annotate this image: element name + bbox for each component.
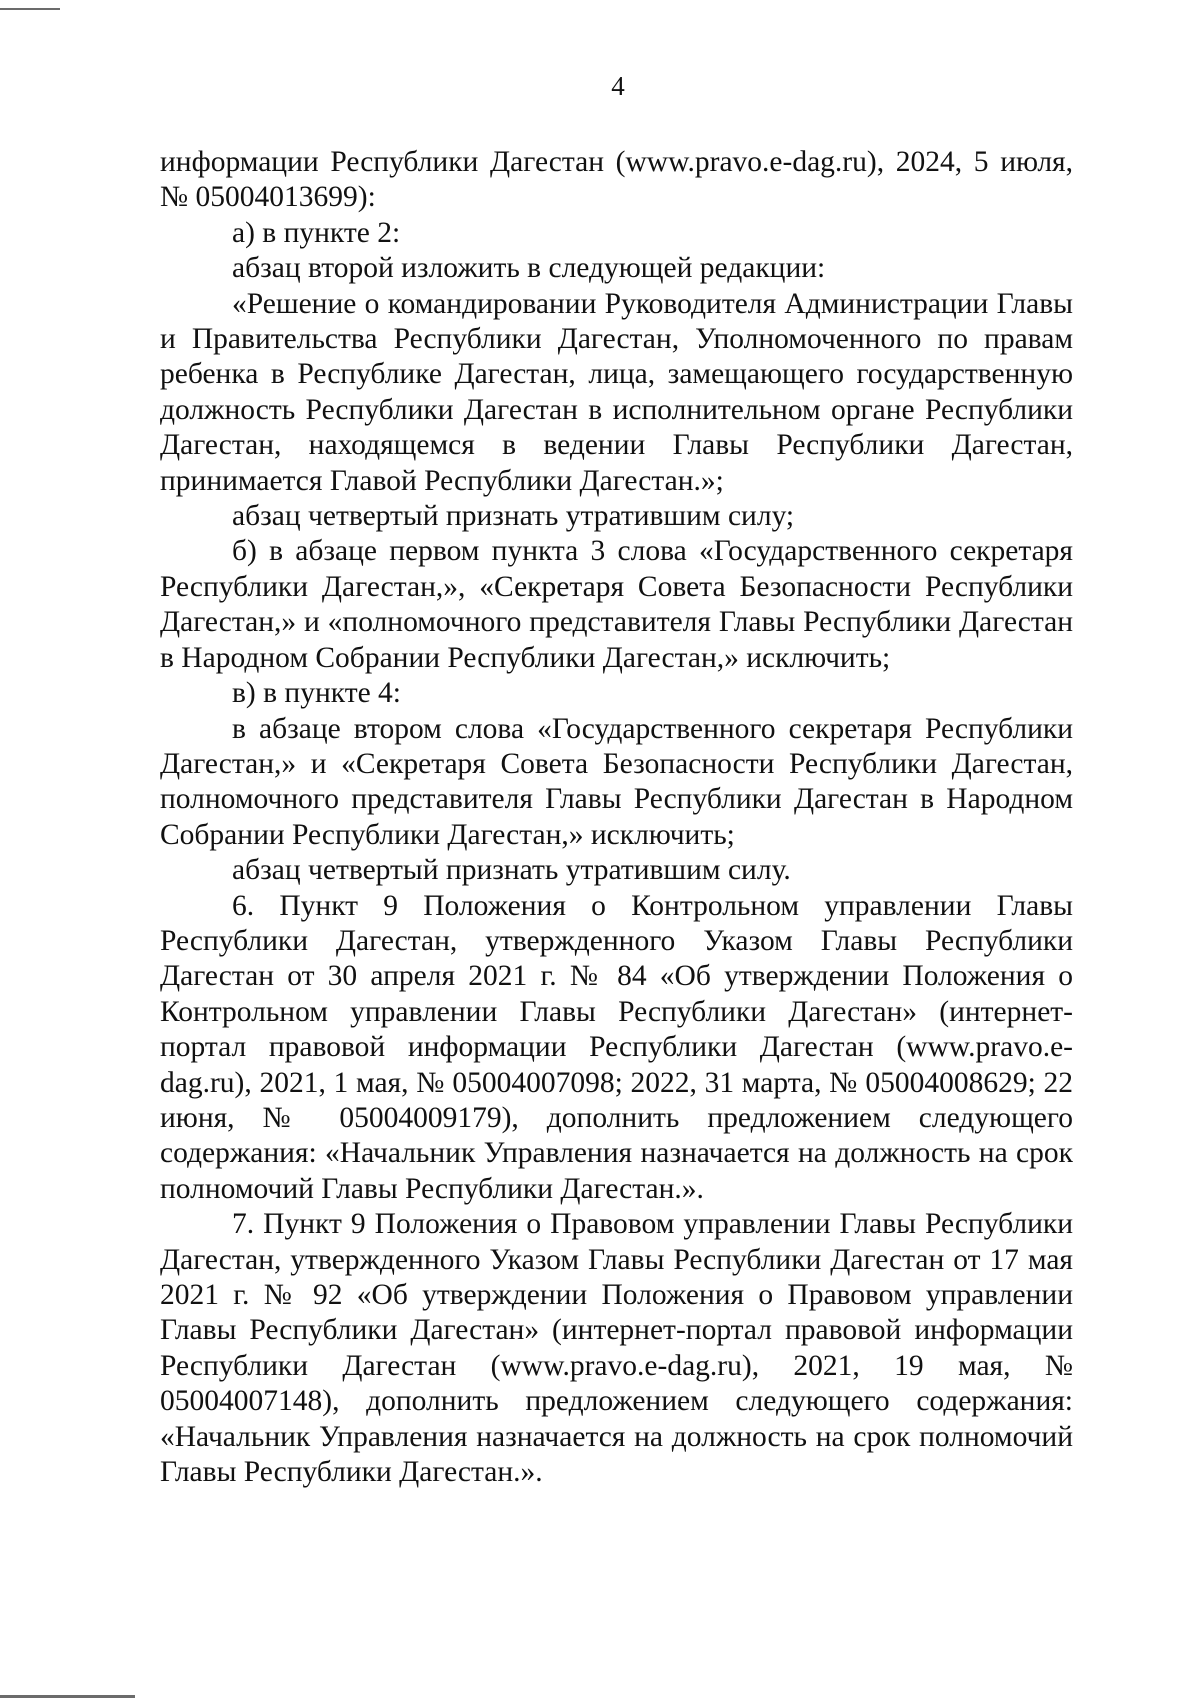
paragraph: 6. Пункт 9 Положения о Контрольном управлении Главы Республики Дагестан, утвержденного Указом Главы Республики Дагестан от 30 апреля 2021 г. № 84 «Об утверждении Положения о Контрольном управлении Главы Республики Дагестан» (интернет-портал правовой информации Республики Дагестан (www.pravo.e-dag.ru), 2021, 1 мая, № 05004007098; 2022, 31 марта, № 05004008629; 22 июня, № 05004009179), дополнить предложением следующего содержания: «Начальник Управления назначается на должность на срок полномочий Главы Республики Дагестан.». xyxy=(160,889,1073,1205)
paragraph: абзац четвертый признать утратившим силу; xyxy=(232,500,795,533)
paragraph: 7. Пункт 9 Положения о Правовом управлении Главы Республики Дагестан, утвержденного Указом Главы Республики Дагестан от 17 мая 2021 г. № 92 «Об утверждении Положения о Правовом управлении Главы Республики Дагестан» (интернет-портал правовой информации Республики Дагестан (www.pravo.e-dag.ru), 2021, 19 мая, № 05004007148), дополнить предложением следующего содержания: «Начальник Управления назначается на должность на срок полномочий Главы Республики Дагестан.». xyxy=(160,1208,1073,1489)
paragraph: абзац четвертый признать утратившим силу. xyxy=(232,854,791,887)
paragraph: в абзаце втором слова «Государственного секретаря Республики Дагестан,» и «Секретаря Совета Безопасности Республики Дагестан, полномочного представителя Главы Республики Дагестан в Народном Собрании Республики Дагестан,» исключить; xyxy=(160,712,1073,851)
paragraph: в) в пункте 4: xyxy=(232,677,402,710)
paragraph: информации Республики Дагестан (www.pravo.e-dag.ru), 2024, 5 июля, № 05004013699): xyxy=(160,146,1073,214)
paragraph: б) в абзаце первом пункта 3 слова «Государственного секретаря Республики Дагестан,», «Секретаря Совета Безопасности Республики Дагестан,» и «полномочного представителя Главы Республики Дагестан в Народном Собрании Республики Дагестан,» исключить; xyxy=(160,535,1073,674)
scan-edge-mark-top xyxy=(0,8,60,10)
document-body xyxy=(160,145,1073,1490)
page-number: 4 xyxy=(611,71,625,101)
paragraph: «Решение о командировании Руководителя Администрации Главы и Правительства Республики Дагестан, Уполномоченного по правам ребенка в Республике Дагестан, лица, замещающего государственную должность Республики Дагестан в исполнительном органе Республики Дагестан, находящемся в ведении Главы Республики Дагестан, принимается Главой Республики Дагестан.»; xyxy=(160,287,1073,497)
paragraph: а) в пункте 2: xyxy=(232,216,401,249)
paragraph: абзац второй изложить в следующей редакции: xyxy=(232,252,826,285)
scan-edge-mark-bottom xyxy=(0,1695,135,1698)
